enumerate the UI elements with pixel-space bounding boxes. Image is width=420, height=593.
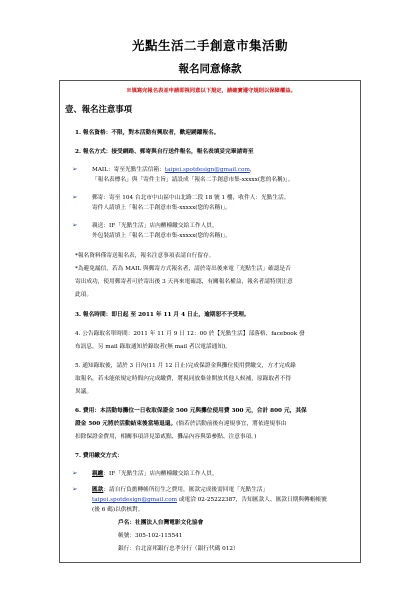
mail-email-link[interactable]: taipei.spotdesign@gmail.com bbox=[164, 167, 250, 173]
item-4a: 4. 公告錄取名單時間：2011 年 11 月 9 日 12：00 於【光點生活】部落格、facebook 發 bbox=[75, 331, 305, 337]
pay-transfer-line-2 bbox=[92, 496, 327, 504]
post-line-2: 寄件人請填上「報名二手創意市集-xxxxx(您的名稱)」。 bbox=[92, 205, 231, 211]
bullet-arrow-icon: ➢ bbox=[72, 485, 78, 493]
section-heading: 壹、報名注意事項 bbox=[65, 104, 132, 114]
note-2b: 寄出成功，使用郵寄者可於寄出後 3 天再來電確認，有關報名權益，報名者請特別注意 bbox=[75, 279, 293, 285]
account-name: 戶名：社團法人台灣電影文化協會 bbox=[118, 520, 204, 526]
item-2: 2. 報名方式：接受網路、郵寄與自行送件報名，報名表填妥完畢請寄至 bbox=[75, 149, 254, 155]
note-2c: 此項。 bbox=[75, 292, 93, 298]
page-title: 光點生活二手創意市集活動 bbox=[131, 38, 288, 53]
item-5c: 異議。 bbox=[75, 389, 93, 395]
item-6b-rest: (倘若於活動前後有違規事宜，將依違規事由 bbox=[176, 421, 287, 427]
pay-cash-label: 親繳 bbox=[92, 471, 104, 477]
pay-cash-line bbox=[92, 470, 218, 478]
bullet-arrow-icon: ➢ bbox=[72, 469, 78, 477]
pay-transfer-line-1 bbox=[92, 486, 268, 494]
mail-line-2: 「報名表標名」與「寄件主旨」請設成「報名二手創意市集-xxxxx(您的名稱)」。 bbox=[92, 177, 294, 183]
item-5b: 取報名，若未能依規定時間內完成繳費，將視同放棄並開放其他人候補，原錄取者不得 bbox=[75, 376, 292, 382]
item-3: 3. 報名時間：即日起 至 2011 年 11 月 4 日止，逾期恕不予受理。 bbox=[75, 312, 250, 318]
page-subtitle: 報名同意條款 bbox=[178, 63, 242, 75]
bullet-arrow-icon: ➢ bbox=[72, 193, 78, 201]
account-number: 帳號：305-102-115541 bbox=[118, 533, 183, 539]
onsite-line-1: 親送：IF「光點生活」店內櫃檯繳交給工作人員。 bbox=[92, 223, 218, 229]
pay-transfer-line-3: (後 6 碼)以供核對。 bbox=[92, 507, 144, 513]
mail-comma: ， bbox=[249, 167, 256, 173]
pay-email-link[interactable]: taipei.spotdesign@gmail.com bbox=[92, 497, 178, 503]
mail-label: MAIL：寄至光點生活信箱： bbox=[92, 167, 165, 173]
item-5a: 5. 通知錄取後，請於 3 日內(11 月 12 日止)完成保證金與攤位使用費繳交，方才完成錄 bbox=[75, 363, 296, 369]
pay-cash-text: ：IF「光點生活」店內櫃檯繳交給工作人員。 bbox=[103, 471, 218, 477]
item-1: 1. 報名資格：不限，對本活動有興取者，歡迎踴躍報名。 bbox=[75, 130, 220, 136]
bullet-arrow-icon: ➢ bbox=[72, 165, 78, 173]
item-7: 7. 費用繳交方式： bbox=[75, 453, 123, 459]
bullet-arrow-icon: ➢ bbox=[72, 221, 78, 229]
item-6a: 6. 費用：本活動每攤位一日收取保證金 500 元與攤位使用費 300 元，合計 800 元，其保 bbox=[75, 408, 307, 414]
note-2a: *為避免漏信，若為 MAIL 與郵寄方式報名者，請於寄出後來電「光點生活」確認是否 bbox=[75, 266, 291, 272]
item-6b-line bbox=[75, 420, 286, 428]
pay-transfer-text-2: 或電洽 02-25222387，告知匯款人、匯款日期與轉帳帳號 bbox=[177, 497, 327, 503]
notice-text: ※填寫完報名表並申請即視同意以下規定，請確實遵守規則以保障權益。 bbox=[126, 88, 296, 94]
item-6c: 扣除保證金費用，相關事項詳見第貳點、攤品內容與第參點、注意事項。) bbox=[75, 434, 257, 440]
onsite-line-2: 外包裝請填上「報名二手創意市集-xxxxx(您的名稱)」。 bbox=[92, 233, 231, 239]
pay-transfer-text: ：請自行負擔轉帳所衍生之費用，匯款完成後需回電「光點生活」 bbox=[103, 487, 269, 493]
bank-name: 銀行：台北富邦銀行忠孝分行（銀行代碼 012） bbox=[118, 546, 239, 552]
mail-line-1 bbox=[92, 166, 256, 174]
item-4b: 布訊息，另 mail 錄取通知於錄取者(無 mail 者以電話通知)。 bbox=[75, 344, 231, 350]
note-1: *報名資料僅寄送報名表，報名注意事項表請自行留存。 bbox=[75, 253, 215, 259]
post-line-1: 郵寄：寄至 104 台北市中山區中山北路二段 18 號 1 樓，收件人：光點生活。 bbox=[92, 195, 290, 201]
item-6b-bold: 證金 500 元將於活動結束後當場退還。 bbox=[75, 421, 177, 427]
pay-transfer-label: 匯款 bbox=[92, 487, 104, 493]
